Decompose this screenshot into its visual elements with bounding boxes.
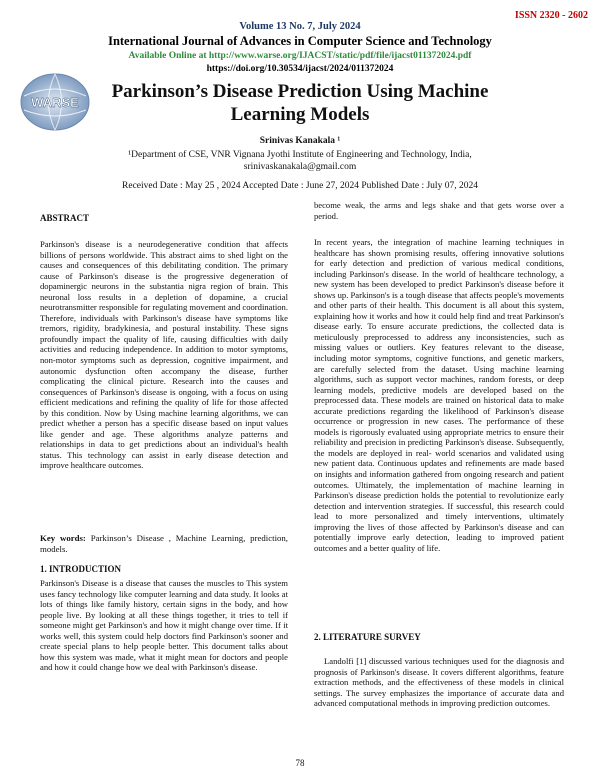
- affiliation-text: ¹Department of CSE, VNR Vignana Jyothi Institute of Engineering and Technology, India,: [128, 150, 472, 160]
- author-name: Srinivas Kanakala ¹: [259, 136, 341, 146]
- introduction-text: Parkinson's Disease is a disease that causes the muscles to This system uses fancy technology like computer learning and data study. It looks at lots of things like family history, certain signs in the body, and how people live. By looking at all these things together, it tries to tell if someone might get Parkinson's and how it might change over time. If it works well, this system could help doctors find Parkinson's sooner and create special plans to help people better. This document talks about how this system was made, what it might mean for doctors and people and how it could change how we deal with Parkinson's disease.: [40, 578, 288, 673]
- abstract-text: Parkinson's disease is a neurodegenerative condition that affects billions of persons worldwide. This abstract aims to shed light on the causes and consequences of this debilitating condition. The primary cause of Parkinson's disease is the progressive degeneration of dopaminergic neurons in the substantia nigra region of brain. This neuronal loss results in a depletion of dopamine, a crucial neurotransmitter responsible for regulating movement and coordination. Therefore, individuals with Parkinson's disease have symptoms like tremors, rigidity, bradykinesia, and postural instability. These signs profoundly impact the quality of life, causing difficulties with daily activities and reducing independence. In addition to motor symptoms, non-motor symptoms such as depression, cognitive impairment, and autonomic dysfunction often accompany the disease, further complicating the clinical picture. Research into the causes and consequences of Parkinson's disease is ongoing, with a focus on using efficient medications and refining the quality of life for those affected by this condition. Now by Using machine learning algorithms, we can predict whether a person has a specific disease based on input values like gender and age. These algorithms analyze patterns and relationships in data to get predictions about an individual's health status. This technology can assist in early disease detection and improve healthcare outcomes.: [40, 239, 288, 471]
- introduction-heading: 1. INTRODUCTION: [40, 564, 122, 574]
- abstract-heading: ABSTRACT: [40, 213, 90, 223]
- publication-dates: Received Date : May 25 , 2024 Accepted Date : June 27, 2024 Published Date : July 07, 2024: [122, 181, 478, 191]
- issn-label: ISSN 2320 - 2602: [514, 10, 588, 21]
- keywords-label: Key words:: [40, 533, 86, 543]
- literature-survey-text: Landolfi [1] discussed various techniques used for the diagnosis and prognosis of Parkinson's disease. It covers different algorithms, feature extraction methods, and the effectiveness of these models in clinical settings. The survey emphasizes the importance of accurate data and advanced computational methods in improving prediction outcomes.: [314, 656, 564, 709]
- available-online-link[interactable]: Available Online at http://www.warse.org/IJACST/static/pdf/file/ijacst011372024.pdf: [128, 51, 472, 61]
- keywords-text: Parkinson’s Disease , Machine Learning, prediction, models.: [40, 533, 289, 554]
- literature-survey-heading: 2. LITERATURE SURVEY: [314, 632, 421, 642]
- author-email[interactable]: srinivaskanakala@gmail.com: [243, 162, 357, 172]
- machine-learning-paragraph: In recent years, the integration of machine learning techniques in healthcare has shown promising results, offering innovative solutions for early detection and prediction of various medical conditions, including Parkinson's disease. In the world of healthcare technology, a new system has been developed to predict Parkinson's disease before it shows up. Parkinson's is a tough disease that affects people's movements and other parts of their health. This document is all about this system, explaining how it works and how it could help find and treat Parkinson's disease early. To ensure accurate predictions, the collected data is meticulously preprocessed to address any inconsistencies, such as missing values or outliers. Key features relevant to the disease, including motor symptoms, cognitive functions, and genetic markers, are carefully selected from the dataset. Using machine learning algorithms, such as support vector machines, random forests, or deep learning models, predictive models are developed based on the preprocessed data. These models are trained on historical data to make accurate predictions regarding the likelihood of Parkinson's disease occurrence or progression in new cases. The performance of these models is rigorously evaluated using appropriate metrics to ensure their reliability and precision in predicting Parkinson's disease. Subsequently, the models are deployed in real- world scenarios and validated using new patient data. Continuous updates and refinements are made based on insights and information gathered from ongoing research and patient outcomes. Ultimately, the implementation of machine learning in Parkinson's disease prediction holds the potential to revolutionize early detection and intervention strategies. If successful, this research could lead to more personalized and timely interventions, ultimately improving the lives of those affected by Parkinson's disease and can potentially improve early detection, leading to improved patient outcomes and a better quality of life.: [314, 237, 564, 553]
- journal-title: International Journal of Advances in Computer Science and Technology: [108, 34, 492, 48]
- page-number: 78: [295, 758, 305, 768]
- keywords: [40, 533, 288, 554]
- volume-info: Volume 13 No. 7, July 2024: [239, 21, 361, 32]
- intro-continued-text: become weak, the arms and legs shake and that gets worse over a period.: [314, 200, 564, 221]
- paper-title: Parkinson’s Disease Prediction Using Machine Learning Models: [111, 81, 489, 125]
- author-affiliation: [0, 149, 600, 173]
- doi-link[interactable]: https://doi.org/10.30534/ijacst/2024/011372024: [206, 64, 394, 74]
- logo-text: WARSE: [31, 95, 79, 110]
- warse-logo: [18, 70, 92, 134]
